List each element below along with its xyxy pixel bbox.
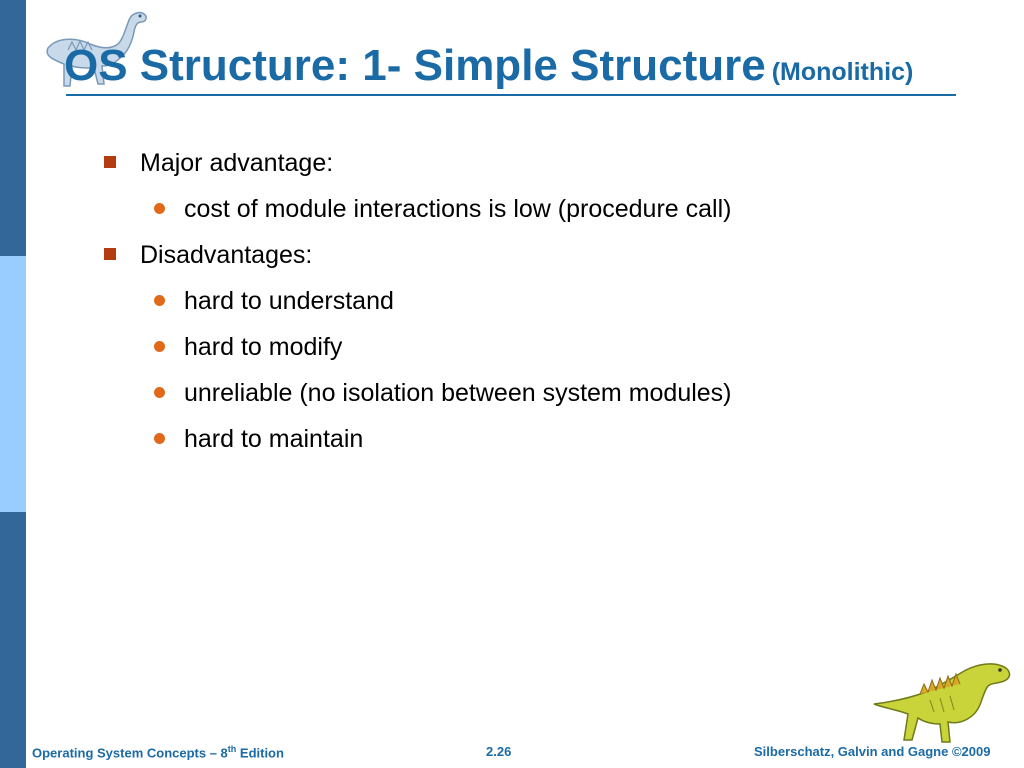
sub-bullet-text: hard to maintain [184, 425, 364, 453]
bullet-disadvantages [140, 240, 312, 270]
sub-bullet-text: unreliable (no isolation between system modules) [184, 379, 732, 407]
footer-edition-text: Edition [236, 745, 284, 761]
square-bullet-icon [104, 156, 116, 168]
footer-superscript: th [227, 744, 237, 754]
round-bullet-icon [154, 433, 165, 444]
slide-title-main: OS Structure: 1- Simple Structure [64, 41, 766, 90]
sub-bullet-text: cost of module interactions is low (procedure call) [184, 195, 732, 223]
round-bullet-icon [154, 387, 165, 398]
footer-copyright: Silberschatz, Galvin and Gagne ©2009 [754, 744, 991, 759]
round-bullet-icon [154, 341, 165, 352]
footer-book-title [32, 744, 284, 760]
bullet-major-advantage [140, 148, 333, 178]
round-bullet-icon [154, 203, 165, 214]
bullet-text: Disadvantages: [140, 241, 313, 269]
sub-bullet-text: hard to understand [184, 287, 394, 315]
sub-bullet-modify [184, 332, 342, 362]
footer-book-title-text: Operating System Concepts – 8 [32, 745, 228, 761]
slide-title-suffix: (Monolithic) [771, 58, 914, 86]
bullet-text: Major advantage: [140, 149, 334, 177]
sub-bullet-unreliable [184, 378, 732, 408]
sub-bullet-maintain [184, 424, 363, 454]
sub-bullet-text: hard to modify [184, 333, 343, 361]
footer-page-number: 2.26 [486, 744, 512, 759]
sub-bullet-cost [184, 194, 731, 224]
sub-bullet-understand [184, 286, 394, 316]
dinosaur-illustration-icon [870, 656, 1016, 748]
round-bullet-icon [154, 295, 165, 306]
square-bullet-icon [104, 248, 116, 260]
